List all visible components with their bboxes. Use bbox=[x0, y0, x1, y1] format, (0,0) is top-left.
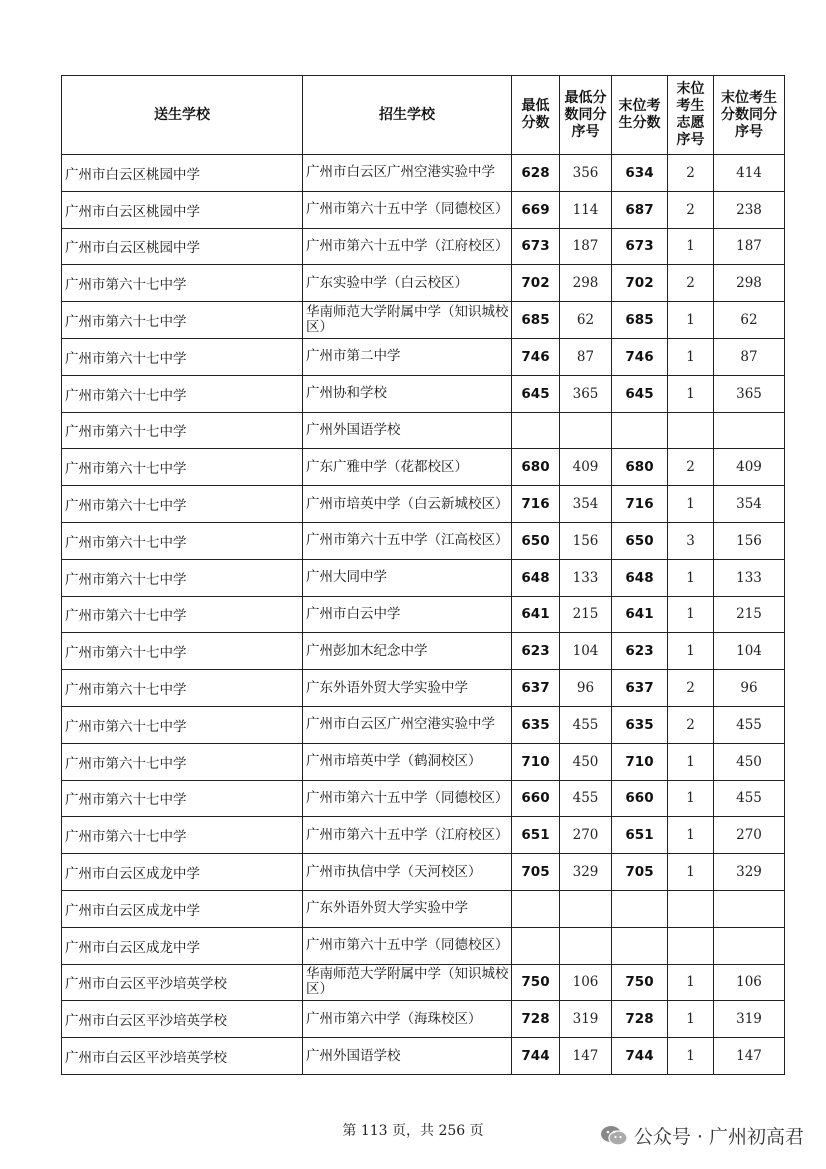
table-row bbox=[62, 1038, 785, 1075]
header-min-score bbox=[512, 76, 560, 155]
last-score-cell: 687 bbox=[612, 191, 668, 228]
send-school-cell: 广州市白云区平沙培英学校 bbox=[62, 1038, 303, 1075]
send-school-cell: 广州市白云区平沙培英学校 bbox=[62, 964, 303, 1001]
last-rank-cell: 455 bbox=[714, 780, 785, 817]
send-school-cell: 广州市第六十七中学 bbox=[62, 559, 303, 596]
header-last-score bbox=[612, 76, 668, 155]
send-school-cell: 广州市第六十七中学 bbox=[62, 522, 303, 559]
last-score-cell bbox=[612, 412, 668, 449]
min-score-cell: 623 bbox=[512, 633, 560, 670]
send-school-cell: 广州市白云区成龙中学 bbox=[62, 927, 303, 964]
table-row bbox=[62, 191, 785, 228]
recv-school-cell: 广州市第六十五中学（同德校区） bbox=[303, 780, 512, 817]
table-row bbox=[62, 338, 785, 375]
min-rank-cell: 87 bbox=[560, 338, 612, 375]
last-score-cell: 648 bbox=[612, 559, 668, 596]
last-score-cell: 634 bbox=[612, 155, 668, 192]
min-score-cell bbox=[512, 927, 560, 964]
last-score-cell: 744 bbox=[612, 1038, 668, 1075]
min-rank-cell: 270 bbox=[560, 817, 612, 854]
recv-school-cell: 广州市第六中学（海珠校区） bbox=[303, 1001, 512, 1038]
min-score-cell: 641 bbox=[512, 596, 560, 633]
table-row bbox=[62, 375, 785, 412]
send-school-cell: 广州市第六十七中学 bbox=[62, 780, 303, 817]
send-school-cell: 广州市白云区成龙中学 bbox=[62, 890, 303, 927]
last-pref-cell bbox=[668, 927, 714, 964]
recv-school-cell: 广州市第二中学 bbox=[303, 338, 512, 375]
min-rank-cell bbox=[560, 927, 612, 964]
table-row bbox=[62, 927, 785, 964]
send-school-cell: 广州市第六十七中学 bbox=[62, 596, 303, 633]
last-score-cell: 623 bbox=[612, 633, 668, 670]
admission-table bbox=[61, 75, 785, 1075]
last-score-cell: 673 bbox=[612, 228, 668, 265]
min-score-cell: 628 bbox=[512, 155, 560, 192]
min-score-cell: 648 bbox=[512, 559, 560, 596]
min-rank-cell: 354 bbox=[560, 486, 612, 523]
last-rank-cell: 455 bbox=[714, 706, 785, 743]
last-rank-cell: 156 bbox=[714, 522, 785, 559]
recv-school-cell: 广州市白云中学 bbox=[303, 596, 512, 633]
min-score-cell: 716 bbox=[512, 486, 560, 523]
last-pref-cell: 2 bbox=[668, 265, 714, 302]
min-rank-cell: 187 bbox=[560, 228, 612, 265]
last-pref-cell: 1 bbox=[668, 1001, 714, 1038]
last-score-cell: 660 bbox=[612, 780, 668, 817]
last-pref-cell: 2 bbox=[668, 449, 714, 486]
page-number: 第 113 页，共 256 页 bbox=[342, 1123, 484, 1139]
header-min-rank-text: 最低分数同分序号 bbox=[564, 89, 607, 140]
table-row bbox=[62, 412, 785, 449]
last-rank-cell: 409 bbox=[714, 449, 785, 486]
header-send-school: 送生学校 bbox=[62, 76, 303, 155]
last-rank-cell: 187 bbox=[714, 228, 785, 265]
send-school-cell: 广州市第六十七中学 bbox=[62, 412, 303, 449]
header-min-score-text: 最低分数 bbox=[521, 98, 550, 131]
min-rank-cell: 298 bbox=[560, 265, 612, 302]
recv-school-cell: 广州大同中学 bbox=[303, 559, 512, 596]
min-score-cell: 746 bbox=[512, 338, 560, 375]
last-rank-cell: 147 bbox=[714, 1038, 785, 1075]
header-last-pref-text: 末位考生志愿序号 bbox=[676, 81, 705, 148]
last-score-cell: 685 bbox=[612, 302, 668, 339]
min-score-cell bbox=[512, 412, 560, 449]
min-rank-cell bbox=[560, 890, 612, 927]
recv-school-cell: 广东外语外贸大学实验中学 bbox=[303, 890, 512, 927]
table-row bbox=[62, 522, 785, 559]
last-rank-cell: 319 bbox=[714, 1001, 785, 1038]
last-pref-cell: 1 bbox=[668, 1038, 714, 1075]
min-score-cell: 728 bbox=[512, 1001, 560, 1038]
last-rank-cell: 87 bbox=[714, 338, 785, 375]
send-school-cell: 广州市第六十七中学 bbox=[62, 449, 303, 486]
min-rank-cell: 133 bbox=[560, 559, 612, 596]
min-score-cell: 702 bbox=[512, 265, 560, 302]
send-school-cell: 广州市第六十七中学 bbox=[62, 633, 303, 670]
last-pref-cell: 1 bbox=[668, 486, 714, 523]
last-score-cell: 650 bbox=[612, 522, 668, 559]
min-score-cell: 705 bbox=[512, 854, 560, 891]
send-school-cell: 广州市第六十七中学 bbox=[62, 670, 303, 707]
table-row bbox=[62, 964, 785, 1001]
min-rank-cell: 114 bbox=[560, 191, 612, 228]
last-score-cell: 702 bbox=[612, 265, 668, 302]
last-rank-cell: 96 bbox=[714, 670, 785, 707]
last-score-cell: 710 bbox=[612, 743, 668, 780]
last-pref-cell: 1 bbox=[668, 338, 714, 375]
recv-school-cell: 广州市培英中学（白云新城校区） bbox=[303, 486, 512, 523]
min-score-cell: 650 bbox=[512, 522, 560, 559]
min-score-cell: 651 bbox=[512, 817, 560, 854]
min-score-cell bbox=[512, 890, 560, 927]
min-rank-cell: 96 bbox=[560, 670, 612, 707]
min-rank-cell: 450 bbox=[560, 743, 612, 780]
last-rank-cell: 106 bbox=[714, 964, 785, 1001]
table-row bbox=[62, 265, 785, 302]
recv-school-cell: 广州市第六十五中学（江府校区） bbox=[303, 228, 512, 265]
last-pref-cell: 1 bbox=[668, 633, 714, 670]
last-score-cell bbox=[612, 927, 668, 964]
last-rank-cell: 215 bbox=[714, 596, 785, 633]
table-row bbox=[62, 633, 785, 670]
last-score-cell: 651 bbox=[612, 817, 668, 854]
header-last-rank bbox=[714, 76, 785, 155]
recv-school-cell: 广州彭加木纪念中学 bbox=[303, 633, 512, 670]
recv-school-cell: 广州协和学校 bbox=[303, 375, 512, 412]
recv-school-cell: 华南师范大学附属中学（知识城校区） bbox=[303, 302, 512, 339]
send-school-cell: 广州市白云区桃园中学 bbox=[62, 155, 303, 192]
last-rank-cell bbox=[714, 890, 785, 927]
table-row bbox=[62, 486, 785, 523]
last-rank-cell: 270 bbox=[714, 817, 785, 854]
recv-school-cell: 广州市第六十五中学（江府校区） bbox=[303, 817, 512, 854]
last-score-cell bbox=[612, 890, 668, 927]
table-row bbox=[62, 706, 785, 743]
send-school-cell: 广州市第六十七中学 bbox=[62, 265, 303, 302]
last-pref-cell: 2 bbox=[668, 191, 714, 228]
last-score-cell: 680 bbox=[612, 449, 668, 486]
last-pref-cell: 1 bbox=[668, 780, 714, 817]
wechat-icon bbox=[600, 1124, 628, 1148]
last-pref-cell: 1 bbox=[668, 228, 714, 265]
min-score-cell: 637 bbox=[512, 670, 560, 707]
last-pref-cell: 1 bbox=[668, 302, 714, 339]
min-rank-cell: 215 bbox=[560, 596, 612, 633]
send-school-cell: 广州市第六十七中学 bbox=[62, 338, 303, 375]
table-row bbox=[62, 670, 785, 707]
recv-school-cell: 广州市执信中学（天河校区） bbox=[303, 854, 512, 891]
last-rank-cell: 354 bbox=[714, 486, 785, 523]
last-pref-cell: 1 bbox=[668, 964, 714, 1001]
min-score-cell: 635 bbox=[512, 706, 560, 743]
send-school-cell: 广州市白云区平沙培英学校 bbox=[62, 1001, 303, 1038]
min-score-cell: 645 bbox=[512, 375, 560, 412]
last-rank-cell: 104 bbox=[714, 633, 785, 670]
last-score-cell: 746 bbox=[612, 338, 668, 375]
recv-school-cell: 广州市培英中学（鹤洞校区） bbox=[303, 743, 512, 780]
table-row bbox=[62, 596, 785, 633]
recv-school-cell: 广东实验中学（白云校区） bbox=[303, 265, 512, 302]
min-rank-cell: 329 bbox=[560, 854, 612, 891]
last-pref-cell: 1 bbox=[668, 375, 714, 412]
min-score-cell: 710 bbox=[512, 743, 560, 780]
recv-school-cell: 广州外国语学校 bbox=[303, 412, 512, 449]
table-row bbox=[62, 854, 785, 891]
header-last-pref bbox=[668, 76, 714, 155]
header-last-rank-text: 末位考生分数同分序号 bbox=[721, 89, 777, 140]
min-rank-cell: 365 bbox=[560, 375, 612, 412]
last-rank-cell: 62 bbox=[714, 302, 785, 339]
min-rank-cell: 409 bbox=[560, 449, 612, 486]
table-row bbox=[62, 1001, 785, 1038]
last-score-cell: 645 bbox=[612, 375, 668, 412]
last-pref-cell: 2 bbox=[668, 155, 714, 192]
min-rank-cell: 106 bbox=[560, 964, 612, 1001]
admission-table-container bbox=[61, 75, 784, 1075]
last-rank-cell: 450 bbox=[714, 743, 785, 780]
recv-school-cell: 广州外国语学校 bbox=[303, 1038, 512, 1075]
table-row bbox=[62, 780, 785, 817]
last-score-cell: 728 bbox=[612, 1001, 668, 1038]
last-pref-cell: 1 bbox=[668, 817, 714, 854]
last-pref-cell: 2 bbox=[668, 706, 714, 743]
last-rank-cell bbox=[714, 927, 785, 964]
send-school-cell: 广州市白云区成龙中学 bbox=[62, 854, 303, 891]
min-rank-cell: 455 bbox=[560, 780, 612, 817]
last-score-cell: 637 bbox=[612, 670, 668, 707]
last-pref-cell bbox=[668, 412, 714, 449]
table-row bbox=[62, 743, 785, 780]
recv-school-cell: 广州市第六十五中学（同德校区） bbox=[303, 927, 512, 964]
min-score-cell: 669 bbox=[512, 191, 560, 228]
last-rank-cell: 133 bbox=[714, 559, 785, 596]
send-school-cell: 广州市第六十七中学 bbox=[62, 743, 303, 780]
table-row bbox=[62, 228, 785, 265]
min-score-cell: 685 bbox=[512, 302, 560, 339]
min-rank-cell: 147 bbox=[560, 1038, 612, 1075]
min-rank-cell: 104 bbox=[560, 633, 612, 670]
last-score-cell: 635 bbox=[612, 706, 668, 743]
min-score-cell: 673 bbox=[512, 228, 560, 265]
header-recv-school: 招生学校 bbox=[303, 76, 512, 155]
last-pref-cell: 3 bbox=[668, 522, 714, 559]
recv-school-cell: 广州市白云区广州空港实验中学 bbox=[303, 706, 512, 743]
min-score-cell: 680 bbox=[512, 449, 560, 486]
table-row bbox=[62, 302, 785, 339]
send-school-cell: 广州市第六十七中学 bbox=[62, 375, 303, 412]
watermark-text: 公众号 · 广州初高君 bbox=[633, 1126, 804, 1148]
table-row bbox=[62, 890, 785, 927]
table-row bbox=[62, 449, 785, 486]
last-score-cell: 705 bbox=[612, 854, 668, 891]
send-school-cell: 广州市第六十七中学 bbox=[62, 817, 303, 854]
recv-school-cell: 广州市第六十五中学（同德校区） bbox=[303, 191, 512, 228]
min-rank-cell: 62 bbox=[560, 302, 612, 339]
last-pref-cell: 2 bbox=[668, 670, 714, 707]
send-school-cell: 广州市第六十七中学 bbox=[62, 706, 303, 743]
table-row bbox=[62, 817, 785, 854]
send-school-cell: 广州市第六十七中学 bbox=[62, 486, 303, 523]
last-pref-cell bbox=[668, 890, 714, 927]
last-score-cell: 750 bbox=[612, 964, 668, 1001]
recv-school-cell: 华南师范大学附属中学（知识城校区） bbox=[303, 964, 512, 1001]
last-rank-cell: 298 bbox=[714, 265, 785, 302]
last-pref-cell: 1 bbox=[668, 743, 714, 780]
recv-school-cell: 广州市白云区广州空港实验中学 bbox=[303, 155, 512, 192]
last-score-cell: 716 bbox=[612, 486, 668, 523]
recv-school-cell: 广东广雅中学（花都校区） bbox=[303, 449, 512, 486]
last-pref-cell: 1 bbox=[668, 854, 714, 891]
last-score-cell: 641 bbox=[612, 596, 668, 633]
send-school-cell: 广州市白云区桃园中学 bbox=[62, 191, 303, 228]
recv-school-cell: 广东外语外贸大学实验中学 bbox=[303, 670, 512, 707]
header-row bbox=[62, 76, 785, 155]
last-rank-cell: 365 bbox=[714, 375, 785, 412]
last-pref-cell: 1 bbox=[668, 559, 714, 596]
send-school-cell: 广州市第六十七中学 bbox=[62, 302, 303, 339]
min-rank-cell: 455 bbox=[560, 706, 612, 743]
last-rank-cell bbox=[714, 412, 785, 449]
table-row bbox=[62, 155, 785, 192]
min-score-cell: 750 bbox=[512, 964, 560, 1001]
table-body bbox=[62, 155, 785, 1075]
last-pref-cell: 1 bbox=[668, 596, 714, 633]
watermark bbox=[600, 1122, 804, 1149]
header-last-score-text: 末位考生分数 bbox=[618, 98, 661, 131]
header-min-rank bbox=[560, 76, 612, 155]
send-school-cell: 广州市白云区桃园中学 bbox=[62, 228, 303, 265]
table-row bbox=[62, 559, 785, 596]
last-rank-cell: 238 bbox=[714, 191, 785, 228]
recv-school-cell: 广州市第六十五中学（江高校区） bbox=[303, 522, 512, 559]
min-score-cell: 744 bbox=[512, 1038, 560, 1075]
min-score-cell: 660 bbox=[512, 780, 560, 817]
last-rank-cell: 414 bbox=[714, 155, 785, 192]
min-rank-cell bbox=[560, 412, 612, 449]
min-rank-cell: 156 bbox=[560, 522, 612, 559]
last-rank-cell: 329 bbox=[714, 854, 785, 891]
min-rank-cell: 356 bbox=[560, 155, 612, 192]
min-rank-cell: 319 bbox=[560, 1001, 612, 1038]
